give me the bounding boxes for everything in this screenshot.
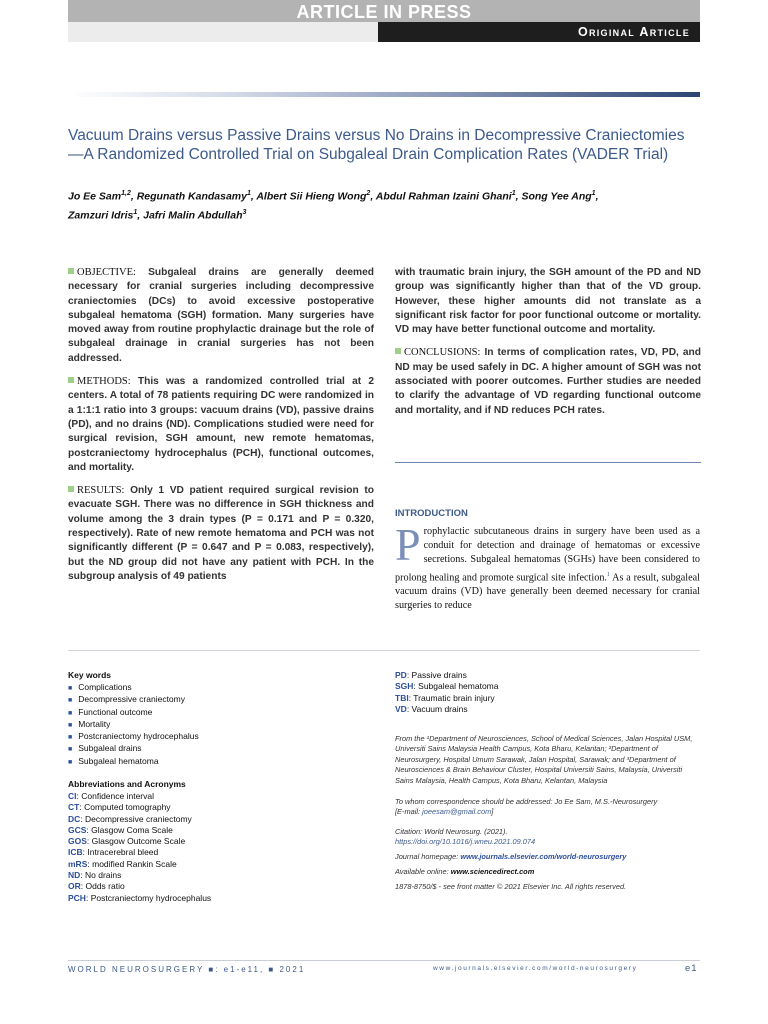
abbreviation-definition: Glasgow Outcome Scale <box>91 836 186 847</box>
abstract-text: In terms of complication rates, VD, PD, and ND may be used safely in DC. A higher amount of SGH was not associated with poorer outcomes. Further studies are needed to clarify the advantage of VD regarding functional outcome and mortality, and if ND reduces PCH rates. <box>395 347 701 416</box>
abbreviation-item: PD: Passive drains <box>395 670 467 680</box>
section-label-bar <box>378 22 700 42</box>
abstract-conclusions <box>395 346 701 417</box>
abbreviation-item: ND: No drains <box>68 870 122 881</box>
introduction-body <box>395 519 701 614</box>
abbreviation-item: GOS: Glasgow Outcome Scale <box>68 836 186 847</box>
abbreviation: DC <box>68 813 81 824</box>
section-marker-icon <box>68 377 74 383</box>
available-online <box>395 867 700 877</box>
article-title: Vacuum Drains versus Passive Drains versus No Drains in Decompressive Craniectomies—A Randomized Controlled Trial on Subgaleal Drain Complication Rates (VADER Trial) <box>68 127 685 163</box>
author-name: Jafri Malin Abdullah <box>143 209 243 221</box>
abbreviation-definition: Subgaleal hematoma <box>418 681 499 692</box>
abbreviation-item: CI: Confidence interval <box>68 791 154 801</box>
author-name: Jo Ee Sam <box>68 190 122 203</box>
sciencedirect-link[interactable]: www.sciencedirect.com <box>450 867 535 876</box>
reference-link[interactable]: 1 <box>606 571 610 578</box>
copyright: 1878-8750/$ - see front matter © 2021 Elsevier Inc. All rights reserved. <box>395 882 627 891</box>
abbreviation-item: DC: Decompressive craniectomy <box>68 813 192 824</box>
abbreviation: GOS <box>68 836 87 847</box>
abbreviation: ND <box>68 870 81 881</box>
abstract-left-column <box>68 266 374 593</box>
homepage-link[interactable]: www.journals.elsevier.com/world-neurosurgery <box>460 852 627 861</box>
author-affiliation: 1 <box>511 190 516 197</box>
abbreviation: GCS <box>68 824 87 835</box>
author-affiliation: 1 <box>591 190 596 197</box>
correspondence-text: To whom correspondence should be addressed: Jo Ee Sam, M.S.-Neurosurgery <box>395 797 658 806</box>
abbreviation-definition: No drains <box>85 870 122 881</box>
introduction-text: rophylactic subcutaneous drains in surgery have been used as a conduit for detection and drainage of hematomas or excessive secretions. Subgaleal hematomas (SGHs) have been considered to prolong healing and promote surgical site infection. <box>395 526 700 583</box>
section-divider <box>68 650 700 651</box>
abbreviation-definition: modified Rankin Scale <box>92 858 177 869</box>
introduction-text: As a result, subgaleal vacuum drains (VD) have generally been deemed necessary for cranial surgeries to reduce <box>395 572 701 612</box>
abbreviations-list <box>68 791 368 904</box>
abbreviation-definition: Intracerebral bleed <box>87 847 159 858</box>
footer-journal: WORLD NEUROSURGERY ■: e1-e11, ■ 2021 <box>68 965 306 974</box>
keyword-item: ■ Subgaleal hematoma <box>68 756 328 768</box>
abbreviation-definition: Odds ratio <box>85 881 125 892</box>
abstract-heading: CONCLUSIONS: <box>404 347 481 359</box>
abbreviation-definition: Vacuum drains <box>411 703 468 714</box>
abbreviation: OR <box>68 881 81 892</box>
abstract-divider <box>395 462 701 463</box>
abbreviations-heading: Abbreviations and Acronyms <box>68 779 186 789</box>
abbreviation-definition: Traumatic brain injury <box>413 692 495 703</box>
available-label: Available online: <box>395 867 451 876</box>
doi-link[interactable]: https://doi.org/10.1016/j.wneu.2021.09.074 <box>395 837 536 847</box>
abbreviations-list-continued <box>395 670 695 715</box>
abbreviation-definition: Computed tomography <box>84 802 171 813</box>
abbreviation: VD <box>395 703 407 714</box>
page-number: e1 <box>685 963 698 974</box>
email-line <box>395 807 700 817</box>
section-marker-icon <box>68 268 74 274</box>
section-label: Original Article <box>577 25 690 39</box>
abstract-methods <box>68 375 374 475</box>
abstract-results <box>68 484 374 584</box>
author-name: Zamzuri Idris <box>68 209 134 221</box>
keyword-item: ■ Functional outcome <box>68 707 328 719</box>
abbreviation: ICB <box>68 847 83 858</box>
article-in-press-banner: ARTICLE IN PRESS <box>68 0 700 22</box>
abbreviation-definition: Passive drains <box>411 670 467 680</box>
introduction-heading: INTRODUCTION <box>395 508 468 519</box>
citation-text: Citation: World Neurosurg. (2021). <box>395 827 508 836</box>
section-marker-icon <box>68 486 74 492</box>
abbreviation-item: VD: Vacuum drains <box>395 703 468 714</box>
abbreviation-definition: Postcraniectomy hydrocephalus <box>90 892 212 903</box>
journal-homepage <box>395 852 700 862</box>
email-end: ] <box>491 807 494 817</box>
abbreviation: CI <box>68 791 77 801</box>
abbreviation-definition: Confidence interval <box>81 791 154 801</box>
homepage-label: Journal homepage: <box>395 852 461 861</box>
author-name: Regunath Kandasamy <box>136 190 247 203</box>
abstract-text: Subgaleal drains are generally deemed necessary for cranial surgeries including decompressive craniectomies (DCs) to avoid excessive postoperative subgaleal hematoma (SGH) formation. Many surgeries have moved away from routine prophylactic drainage but the role of subgaleal drainage in cranial surgeries has not been addressed. <box>68 267 374 364</box>
abbreviation-item: mRS: modified Rankin Scale <box>68 858 177 869</box>
section-marker-icon <box>395 348 401 354</box>
abstract-heading: RESULTS: <box>77 485 125 497</box>
author-name: Song Yee Ang <box>521 190 592 203</box>
abstract-heading: METHODS: <box>77 376 131 388</box>
abbreviation-item: SGH: Subgaleal hematoma <box>395 681 499 692</box>
abstract-objective <box>68 266 374 366</box>
author-affiliation: 1 <box>133 208 138 216</box>
abbreviation-item: PCH: Postcraniectomy hydrocephalus <box>68 892 212 903</box>
drop-cap: P <box>395 519 421 570</box>
abbreviation-item: ICB: Intracerebral bleed <box>68 847 159 858</box>
footer-url[interactable]: www.journals.elsevier.com/world-neurosurgery <box>433 965 638 972</box>
abstract-text: Only 1 VD patient required surgical revision to evacuate SGH. There was no difference in SGH thickness and volume among the 3 drain types (P = 0.171 and P = 0.320, respectively). Rate of new remote hematoma and PCH was not significantly different (P = 0.647 and P = 0.083, respectively), but the ND group did not have any patient with PCH. In the subgroup analysis of 49 patients <box>68 485 374 582</box>
abbreviation: CT <box>68 802 80 813</box>
email-label: [E-mail: <box>395 807 423 817</box>
author-list: Jo Ee Sam$^{1,2}$, Regunath Kandasamy$^1$, Albert Sii Hieng Wong$^2$, Abdul Rahman Izaini Ghani$^1$, Song Yee Ang$^1$, Zamzuri Idris$^1$, Jafri Malin Abdullah$^3$ <box>68 190 599 221</box>
affiliations: From the ¹Department of Neurosciences, School of Medical Sciences, Jalan Hospital USM, Universiti Sains Malaysia Health Campus, Kota Bharu, Kelantan; ²Department of Neurosurgery, Hospital Umum Sarawak, Jalan Hospital, Sarawak; and ³Department of Neurosciences & Brain Behaviour Cluster, Hospital Universiti Sains, Malaysia, Universiti Sains Malaysia, Health Campus, Kota Bharu, Kelantan, Malaysia <box>395 734 693 785</box>
keywords-heading: Key words <box>68 670 111 680</box>
author-affiliation: 2 <box>366 190 371 197</box>
email-link[interactable]: joeesam@gmail.com <box>422 807 492 817</box>
correspondence <box>395 797 700 818</box>
abbreviation: TBI <box>395 692 409 703</box>
footer-divider <box>68 960 700 961</box>
author-name: Abdul Rahman Izaini Ghani <box>375 190 512 203</box>
keyword-item: ■ Subgaleal drains <box>68 743 328 755</box>
abbreviation-item: CT: Computed tomography <box>68 802 171 813</box>
abstract-results-continued: with traumatic brain injury, the SGH amount of the PD and ND group was significantly higher than that of the VD group. However, these higher amounts did not translate as a significant risk factor for poor functional outcome or mortality. VD may have better functional outcome and mortality. <box>395 267 701 336</box>
abbreviation-definition: Glasgow Coma Scale <box>91 824 173 835</box>
author-affiliation: 1 <box>246 190 251 197</box>
keyword-item: ■ Mortality <box>68 719 328 731</box>
abbreviation-definition: Decompressive craniectomy <box>85 813 192 824</box>
keyword-item: ■ Postcraniectomy hydrocephalus <box>68 731 328 743</box>
abbreviation: PCH <box>68 892 86 903</box>
author-affiliation: 3 <box>242 208 247 216</box>
citation <box>395 827 700 848</box>
abbreviation: SGH <box>395 681 414 692</box>
keyword-item: ■ Complications <box>68 682 328 694</box>
author-affiliation: 1,2 <box>121 190 131 197</box>
title-gradient-rule <box>68 92 700 97</box>
abbreviation: mRS <box>68 858 88 869</box>
abstract-text: This was a randomized controlled trial at 2 centers. A total of 78 patients requiring DC were randomized in a 1:1:1 ratio into 3 groups: vacuum drains (VD), passive drains (PD), and no drains (ND). Complications studied were need for surgical revision, SGH amount, new remote hematomas, postcraniectomy hydrocephalus (PCH), functional outcomes, and mortality. <box>68 376 374 473</box>
abbreviation-item: GCS: Glasgow Coma Scale <box>68 824 173 835</box>
keywords-list <box>68 682 328 768</box>
abbreviation: PD <box>395 670 407 680</box>
abbreviation-item: OR: Odds ratio <box>68 881 125 892</box>
abbreviation-item: TBI: Traumatic brain injury <box>395 692 495 703</box>
author-name: Albert Sii Hieng Wong <box>256 190 367 203</box>
abstract-right-column <box>395 266 701 427</box>
keyword-item: ■ Decompressive craniectomy <box>68 694 328 706</box>
abstract-heading: OBJECTIVE: <box>77 267 136 278</box>
